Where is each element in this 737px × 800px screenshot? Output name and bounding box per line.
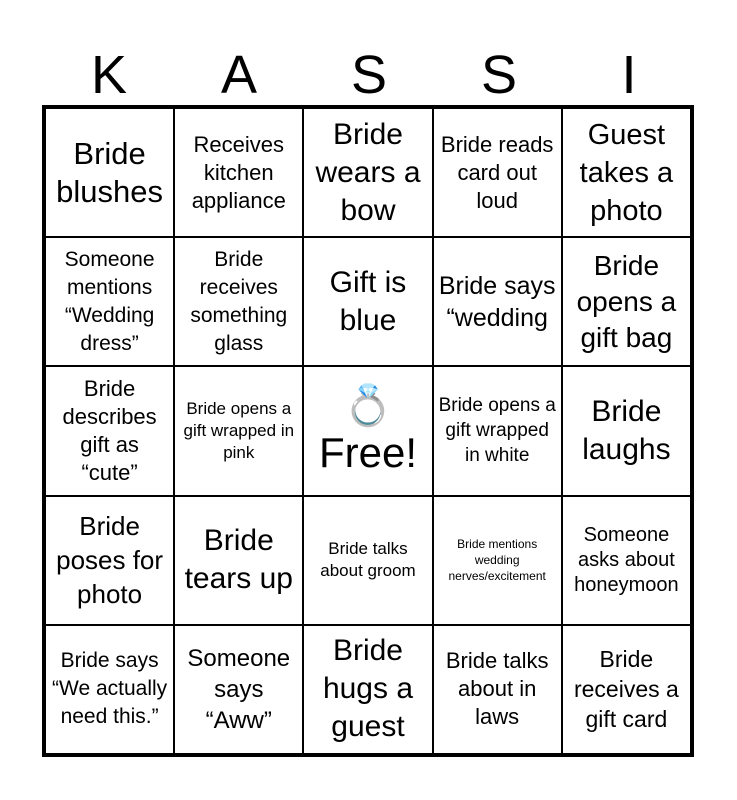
cell-text: Bride mentions wedding nerves/excitement xyxy=(448,537,546,584)
bingo-cell[interactable] xyxy=(173,365,304,496)
bingo-cell[interactable] xyxy=(44,365,175,496)
cell-text: Bride describes gift as “cute” xyxy=(62,375,157,485)
cell-text: Bride opens a gift wrapped in pink xyxy=(183,398,295,462)
bingo-cell[interactable] xyxy=(432,624,563,755)
bingo-cell[interactable] xyxy=(561,495,692,626)
bingo-cell[interactable] xyxy=(44,624,175,755)
header-letter-3: S xyxy=(350,45,388,105)
cell-text: Bride blushes xyxy=(56,135,164,209)
cell-text: Bride reads card out loud xyxy=(440,131,554,213)
cell-text: Bride opens a gift bag xyxy=(576,249,677,353)
cell-text: Someone says “Aww” xyxy=(187,644,291,734)
free-space xyxy=(315,384,421,478)
bingo-header xyxy=(44,42,694,108)
free-label: Free! xyxy=(318,428,417,476)
header-letter-2: A xyxy=(220,45,258,105)
header-letter-4: S xyxy=(480,45,518,105)
header-letter-5: I xyxy=(621,45,637,105)
bingo-cell[interactable] xyxy=(44,495,175,626)
bingo-cell[interactable] xyxy=(173,624,304,755)
bingo-cell[interactable] xyxy=(302,236,433,367)
bingo-cell[interactable] xyxy=(432,365,563,496)
bingo-cell[interactable] xyxy=(173,495,304,626)
cell-text: Bride says “wedding xyxy=(438,271,556,332)
bingo-cell[interactable] xyxy=(561,365,692,496)
bingo-cell[interactable] xyxy=(302,107,433,238)
cell-text: Bride wears a bow xyxy=(315,117,421,227)
cell-text: Bride laughs xyxy=(582,394,671,466)
bingo-cell[interactable] xyxy=(432,495,563,626)
cell-text: Gift is blue xyxy=(329,265,407,337)
cell-text: Bride talks about in laws xyxy=(445,648,549,730)
bingo-cell[interactable] xyxy=(173,107,304,238)
bingo-board xyxy=(42,105,694,757)
bingo-cell[interactable] xyxy=(561,624,692,755)
bingo-cell[interactable] xyxy=(561,236,692,367)
bingo-cell[interactable] xyxy=(44,236,175,367)
cell-text: Bride receives a gift card xyxy=(573,646,679,733)
bingo-cell[interactable] xyxy=(173,236,304,367)
bingo-cell[interactable] xyxy=(561,107,692,238)
cell-text: Someone mentions “Wedding dress” xyxy=(64,247,155,355)
free-space-cell[interactable] xyxy=(302,365,433,496)
cell-text: Guest takes a photo xyxy=(579,118,674,227)
cell-text: Bride tears up xyxy=(184,524,293,596)
header-letter-1: K xyxy=(90,45,128,105)
bingo-cell[interactable] xyxy=(44,107,175,238)
cell-text: Bride receives something glass xyxy=(190,247,288,355)
cell-text: Receives kitchen appliance xyxy=(191,131,286,213)
bingo-cell[interactable] xyxy=(302,495,433,626)
cell-text: Bride says “We actually need this.” xyxy=(52,649,168,729)
bingo-cell[interactable] xyxy=(432,107,563,238)
bingo-cell[interactable] xyxy=(432,236,563,367)
bingo-cell[interactable] xyxy=(302,624,433,755)
cell-text: Bride opens a gift wrapped in white xyxy=(438,395,556,467)
cell-text: Bride hugs a guest xyxy=(322,634,414,744)
cell-text: Someone asks about honeymoon xyxy=(574,523,679,596)
cell-text: Bride talks about groom xyxy=(320,539,416,581)
ring-icon: 💍 xyxy=(343,383,393,428)
cell-text: Bride poses for photo xyxy=(56,511,164,610)
